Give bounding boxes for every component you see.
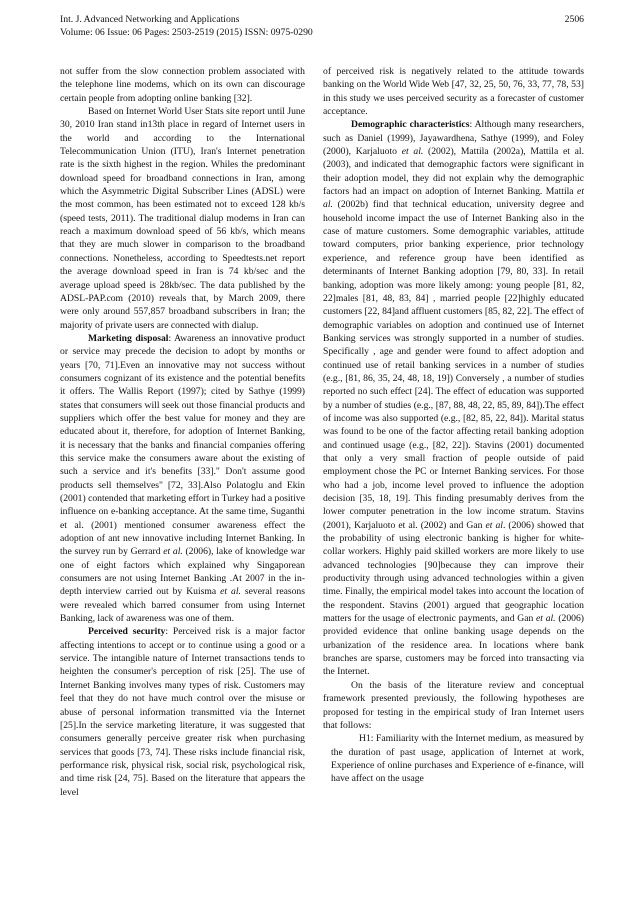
section-heading: Perceived security (88, 626, 166, 638)
demographic-characteristics-paragraph: Demographic characteristics: Although many researchers, such as Daniel (1999), Jayawardhena, Sathye (1999), and Foley (2000), Karjaluoto et al. (2002), Mattila (2002a), Mattila et al. (2003), and indicated that demographic factors were significant in their adoption model, they did not explain why the demographic factors had an impact on adoption of Internet Banking. Mattila et al. (2002b) find that technical education, university degree and household income impact the use of Internet Banking also in the case of mature customers. Some demographic variables, attitude toward computers, prior banking experience, prior technology experience, and reference group have been identified as determinants of Internet Banking adoption [79, 80, 33]. In retail banking, adoption was more likely among: young people [81, 82, 22]males [81, 48, 83, 84] , married people [22]highly educated customers [22, 84]and affluent customers [85, 82, 22]. The effect of demographic variables on adoption and continued use of Internet Banking services was strongly supported in a number of studies. Specifically , age and gender were found to affect adoption and continued use of retail banking services in a number of studies (e.g., [81, 86, 35, 24, 48, 18, 19]) Conversely , a number of studies reported no such effect [24]. The effect of education was supported by a number of studies (e.g., [87, 88, 48, 22, 85, 89, 84]).The effect of income was also supported (e.g., [82, 85, 22, 84]). Marital status was found to be one of the factor affecting retail banking adoption and continued usage (e.g., [82, 22]). Stavins (2001) documented that only a very small fraction of people outside of paid employment chose the PC or Internet Banking services. For those who had a job, income level proved to influence the adoption decision [35, 18, 19]. This finding presumably derives from the lower computer penetration in the low income stratum. Stavins (2001), Karjaluoto et al. (2002) and Gan et al. (2006) showed that the probability of using electronic banking is higher for white-collar workers. Highly paid skilled workers are more likely to use advanced technologies [90]because they can improve their productivity through using advanced technologies within a given time. Finally, the empirical model takes into account the location of the respondent. Stavins (2001) argued that geographic location matters for the usage of electronic payments, and Gan et al. (2006) provided evidence that online banking usage depends on the urbanization of the residence area. In locations where bank branches are sparse, customers may be forced into transacting via the Internet. (323, 119, 585, 678)
hypothesis-h1: H1: Familiarity with the Internet medium, as measured by the duration of past usage, application of Internet at work, Experience of online purchases and Experience of e-finance, will have affect on the usage (331, 733, 584, 785)
perceived-security-paragraph: Perceived security: Perceived risk is a major factor affecting intentions to accept or to continue using a good or a service. The intangible nature of Internet transactions tends to heighten the consumer's perception of risk [25]. The use of Internet Banking involves many types of risk. Customers may feel that they do not have much control over the misuse or abuse of personal information transmitted via the Internet [25].In the service marketing literature, it was suggested that consumers generally perceive greater risk when purchasing services that goods [73, 74]. These risks include financial risk, performance risk, physical risk, social risk, psychological risk, and time risk [24, 75]. Based on the literature that appears the level (60, 626, 306, 798)
paragraph: of perceived risk is negatively related to the attitude towards banking on the World Wide Web [47, 32, 25, 50, 76, 33, 77, 78, 53] in this study we uses perceived security as a forecaster of customer acceptance. (323, 66, 584, 118)
journal-title: Int. J. Advanced Networking and Applications (60, 14, 240, 25)
page-number: 2506 (564, 14, 584, 25)
left-column (60, 65, 305, 799)
marketing-disposal-paragraph: Marketing disposal: Awareness an innovative product or service may precede the decision to adopt by months or years [70, 71].Even an innovative may not success without consumers cognizant of its existence and the potential benefits it offers. The Wallis Report (1997); cited by Sathye (1999) states that consumers will seek out those financial products and suppliers which offer the best value for money and they are educated about it, therefore, for adoption of Internet Banking, it is necessary that the banks and financial companies offering this service make the consumers aware about the existing of such a service and it's benefits [33]." Don't assume good products sell themselves" [72, 33].Also Polatoglu and Ekin (2001) contended that marketing effort in Turkey had a positive influence on e-banking acceptance. At the same time, Suganthi et al. (2001) mentioned consumer awareness effect the adoption of ant new innovative including Internet Banking. In the survey run by Gerrard et al. (2006), lake of knowledge war one of eight factors which explained why Singaporean consumers are not using Internet Banking .At 2007 in the in-depth interview carried out by Kuisma et al. several reasons were revealed which barred consumer from using Internet Banking, lack of awareness was one of them. (60, 332, 305, 625)
paragraph: Based on Internet World User Stats site report until June 30, 2010 Iran stand in13th place in regard of Internet users in the world and according to the International Telecommunication Union (ITU), Iran's Internet penetration rate is the sixth highest in the region. Whiles the predominant download speed for broadband connections in Iran, among which the Asymmetric Digital Subscriber Lines (ADSL) were the most common, has been estimated not to exceed 128 kb/s (speed tests, 2011). The traditional dialup modems in Iran can reach a maximum download speed of 56 kb/s, which means that they are much slower in comparison to the broadband connections. Nonetheless, according to Speedtests.net report the average download speed in Iran is 74 kb/sec and the average upload speed is 28kb/sec. The data published by the ADSL-PAP.com (2010) reveals that, by March 2009, there were only around 557,857 broadband subscribers in Iran; the majority of private users are connected with dialup. (60, 106, 305, 331)
section-heading: Demographic characteristics (351, 119, 470, 131)
volume-issue-line: Volume: 06 Issue: 06 Pages: 2503-2519 (2015) ISSN: 0975-0290 (60, 27, 313, 38)
paragraph: On the basis of the literature review and conceptual framework presented previously, the following hypotheses are proposed for testing in the empirical study of Iran Internet users that follows: (323, 679, 584, 731)
paragraph: not suffer from the slow connection problem associated with the telephone line modems, which on its own can discourage certain people from adopting online banking [32]. (60, 66, 305, 104)
right-column (323, 65, 584, 786)
section-heading: Marketing disposal (88, 332, 169, 344)
running-header (60, 13, 584, 39)
